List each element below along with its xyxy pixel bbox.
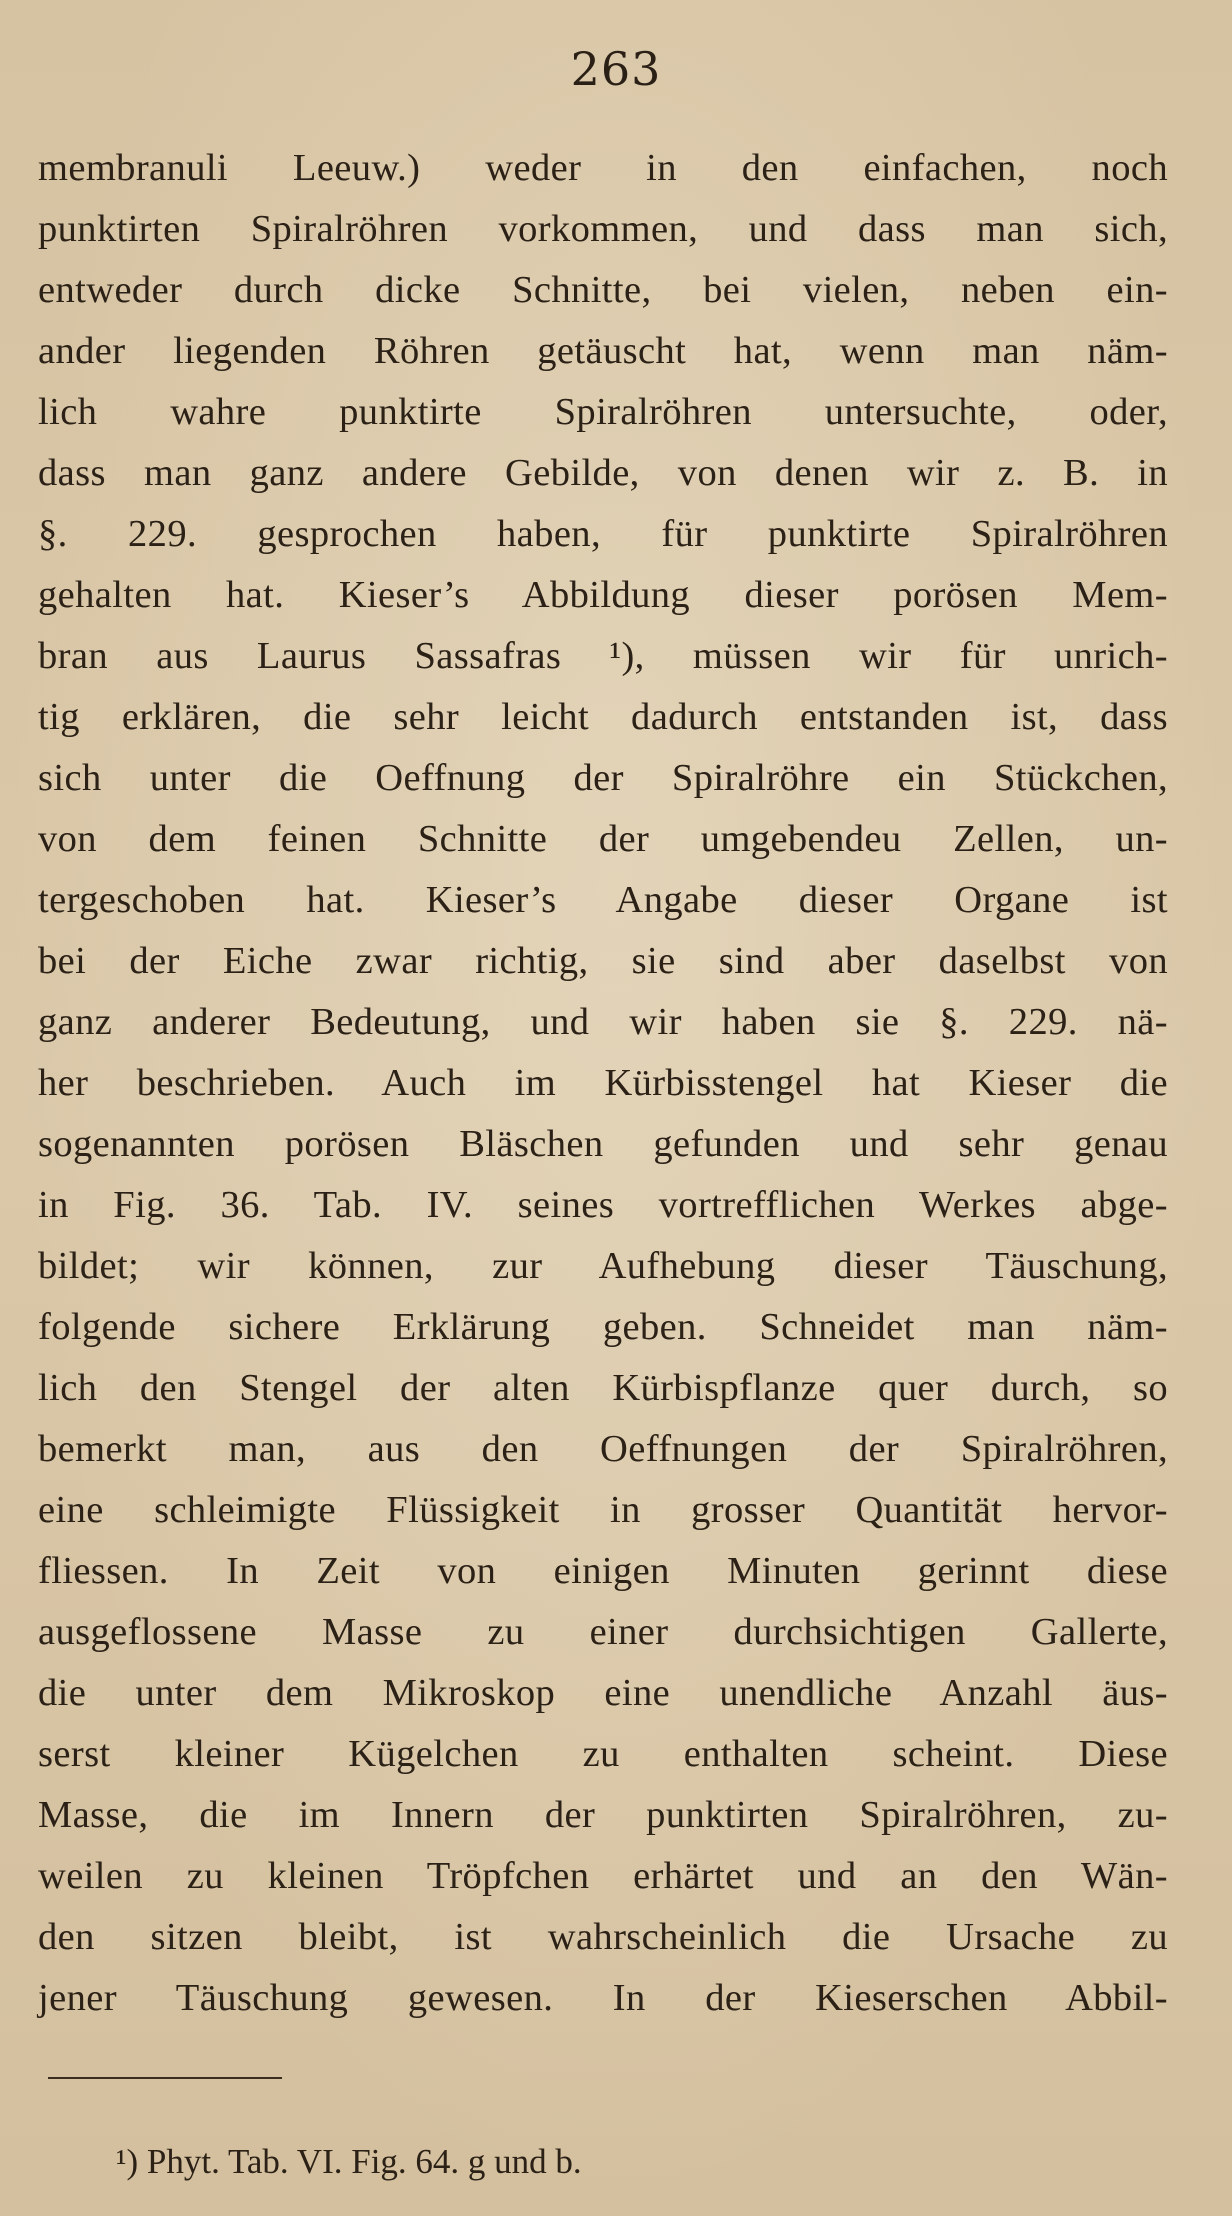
text-line: jener Täuschung gewesen. In der Kieserschen Abbil- [38, 1977, 1168, 2019]
text-line: tergeschoben hat. Kieser’s Angabe dieser Organe ist [38, 879, 1168, 921]
text-line: her beschrieben. Auch im Kürbisstengel hat Kieser die [38, 1062, 1168, 1104]
text-line: die unter dem Mikroskop eine unendliche Anzahl äus- [38, 1672, 1168, 1714]
text-line: lich den Stengel der alten Kürbispflanze quer durch, so [38, 1367, 1168, 1409]
text-line: eine schleimigte Flüssigkeit in grosser Quantität hervor- [38, 1489, 1168, 1531]
text-line: fliessen. In Zeit von einigen Minuten gerinnt diese [38, 1550, 1168, 1592]
text-line: Masse, die im Innern der punktirten Spiralröhren, zu- [38, 1794, 1168, 1836]
text-line: punktirten Spiralröhren vorkommen, und dass man sich, [38, 208, 1168, 250]
text-line: bei der Eiche zwar richtig, sie sind aber daselbst von [38, 940, 1168, 982]
text-line: in Fig. 36. Tab. IV. seines vortrefflichen Werkes abge- [38, 1184, 1168, 1226]
text-line: folgende sichere Erklärung geben. Schneidet man näm- [38, 1306, 1168, 1348]
text-line: lich wahre punktirte Spiralröhren untersuchte, oder, [38, 391, 1168, 433]
footnote: ¹) Phyt. Tab. VI. Fig. 64. g und b. [116, 2142, 582, 2181]
text-line: gehalten hat. Kieser’s Abbildung dieser porösen Mem- [38, 574, 1168, 616]
text-line: den sitzen bleibt, ist wahrscheinlich die Ursache zu [38, 1916, 1168, 1958]
text-line: tig erklären, die sehr leicht dadurch entstanden ist, dass [38, 696, 1168, 738]
text-line: ausgeflossene Masse zu einer durchsichtigen Gallerte, [38, 1611, 1168, 1653]
text-line: ander liegenden Röhren getäuscht hat, wenn man näm- [38, 330, 1168, 372]
body-text [38, 138, 1168, 2029]
text-line: sich unter die Oeffnung der Spiralröhre ein Stückchen, [38, 757, 1168, 799]
text-line: §. 229. gesprochen haben, für punktirte Spiralröhren [38, 513, 1168, 555]
text-line: bemerkt man, aus den Oeffnungen der Spiralröhren, [38, 1428, 1168, 1470]
text-line: bran aus Laurus Sassafras ¹), müssen wir für unrich- [38, 635, 1168, 677]
text-line: ganz anderer Bedeutung, und wir haben sie §. 229. nä- [38, 1001, 1168, 1043]
text-line: entweder durch dicke Schnitte, bei vielen, neben ein- [38, 269, 1168, 311]
text-line: serst kleiner Kügelchen zu enthalten scheint. Diese [38, 1733, 1168, 1775]
page-number: 263 [570, 42, 662, 96]
text-line: von dem feinen Schnitte der umgebendeu Zellen, un- [38, 818, 1168, 860]
text-line: sogenannten porösen Bläschen gefunden und sehr genau [38, 1123, 1168, 1165]
text-line: membranuli Leeuw.) weder in den einfachen, noch [38, 147, 1168, 189]
footnote-divider [48, 2077, 282, 2079]
text-line: dass man ganz andere Gebilde, von denen wir z. B. in [38, 452, 1168, 494]
text-line: weilen zu kleinen Tröpfchen erhärtet und an den Wän- [38, 1855, 1168, 1897]
text-line: bildet; wir können, zur Aufhebung dieser Täuschung, [38, 1245, 1168, 1287]
